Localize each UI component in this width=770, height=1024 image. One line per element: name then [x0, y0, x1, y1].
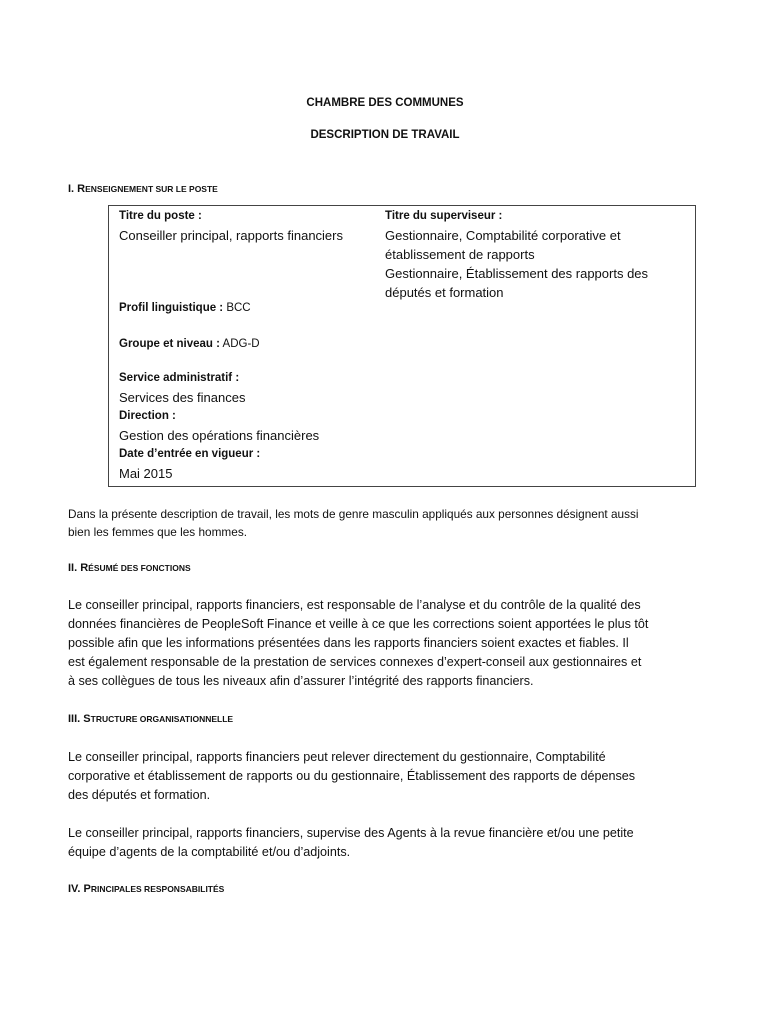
section-2-heading — [68, 562, 191, 574]
language-profile-value: BCC — [223, 302, 251, 314]
language-profile — [119, 298, 251, 318]
position-title-block — [119, 207, 343, 245]
gender-note-line-2: bien les femmes que les hommes. — [68, 525, 247, 539]
supervisor-title-line-4: députés et formation — [385, 285, 504, 300]
section-4-number: IV. P — [68, 883, 91, 895]
direction-value: Gestion des opérations financières — [119, 428, 320, 443]
section-2-paragraph — [68, 596, 708, 691]
group-level — [119, 334, 260, 354]
effective-date-label: Date d’entrée en vigueur : — [119, 448, 261, 460]
effective-date-value: Mai 2015 — [119, 466, 173, 481]
section-2-line-3: possible afin que les informations présentées dans les rapports financiers soient exactes et fiables. Il — [68, 636, 629, 650]
administrative-service-label: Service administratif : — [119, 372, 240, 384]
section-3-number: III. S — [68, 713, 91, 725]
section-1-number: I. R — [68, 183, 86, 195]
supervisor-title-line-2: établissement de rapports — [385, 247, 535, 262]
section-4-heading — [68, 883, 224, 895]
section-2-line-1: Le conseiller principal, rapports financiers, est responsable de l’analyse et du contrôle de la qualité des — [68, 598, 641, 612]
organization-title: CHAMBRE DES COMMUNES — [306, 97, 464, 109]
position-info-table — [108, 205, 696, 487]
group-level-value: ADG-D — [219, 338, 260, 350]
supervisor-title-line-1: Gestionnaire, Comptabilité corporative et — [385, 228, 621, 243]
document-title: DESCRIPTION DE TRAVAIL — [310, 129, 460, 141]
gender-note-line-1: Dans la présente description de travail, les mots de genre masculin appliqués aux personnes désignent aussi — [68, 507, 639, 521]
gender-note — [68, 505, 708, 541]
supervisor-title-line-3: Gestionnaire, Établissement des rapports des — [385, 266, 649, 281]
section-1-title: ENSEIGNEMENT SUR LE POSTE — [85, 184, 218, 194]
section-3-p2-line-1: Le conseiller principal, rapports financiers, supervise des Agents à la revue financière et/ou une petite — [68, 826, 634, 840]
position-title-value: Conseiller principal, rapports financiers — [119, 228, 343, 243]
direction-label: Direction : — [119, 410, 176, 422]
section-3-paragraph-2 — [68, 824, 708, 862]
section-3-p2-line-2: équipe d’agents de la comptabilité et/ou d’adjoints. — [68, 845, 351, 859]
language-profile-label: Profil linguistique : — [119, 302, 224, 314]
section-3-heading — [68, 713, 233, 725]
section-4-title: RINCIPALES RESPONSABILITÉS — [90, 884, 225, 894]
section-2-line-2: données financières de PeopleSoft Finance et veille à ce que les corrections soient apportées le plus tôt — [68, 617, 649, 631]
section-3-p1-line-1: Le conseiller principal, rapports financiers peut relever directement du gestionnaire, Comptabilité — [68, 750, 606, 764]
administrative-service-block — [119, 369, 319, 483]
section-2-line-4: est également responsable de la prestation de services connexes d’expert-conseil aux gestionnaires et — [68, 655, 642, 669]
section-2-line-5: à ses collègues de tous les niveaux afin d’assurer l’intégrité des rapports financiers. — [68, 674, 534, 688]
section-2-title: ÉSUMÉ DES FONCTIONS — [88, 563, 191, 573]
section-3-p1-line-3: des députés et formation. — [68, 788, 211, 802]
section-1-heading — [68, 183, 218, 195]
group-level-label: Groupe et niveau : — [119, 338, 220, 350]
supervisor-title-label: Titre du superviseur : — [385, 210, 503, 222]
administrative-service-value: Services des finances — [119, 390, 246, 405]
supervisor-title-block — [385, 207, 648, 302]
position-title-label: Titre du poste : — [119, 210, 202, 222]
section-3-title: TRUCTURE ORGANISATIONNELLE — [90, 714, 234, 724]
section-3-paragraph-1 — [68, 748, 708, 805]
section-3-p1-line-2: corporative et établissement de rapports ou du gestionnaire, Établissement des rapports de dépenses — [68, 769, 636, 783]
section-2-number: II. R — [68, 562, 89, 574]
